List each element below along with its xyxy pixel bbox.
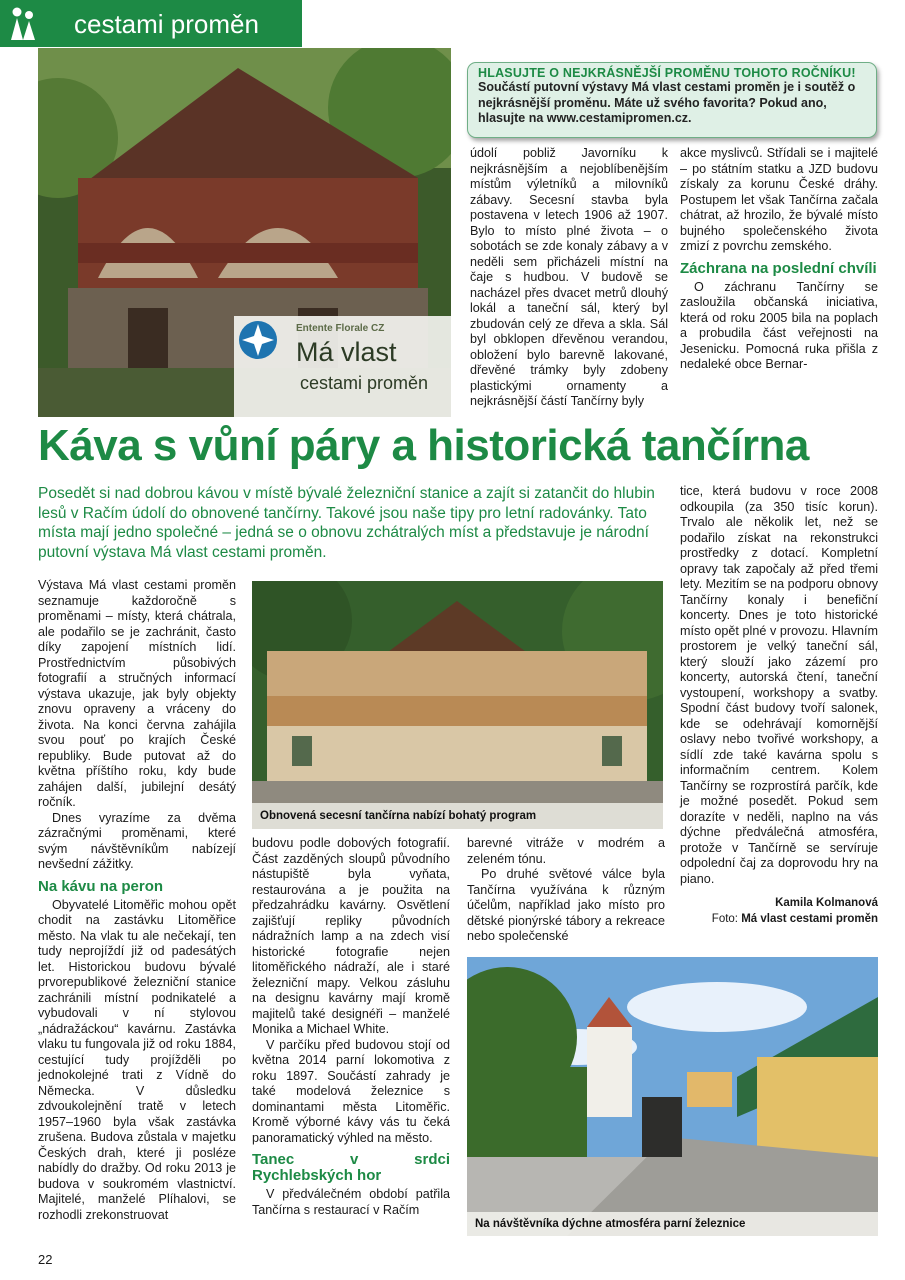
photo-credit-label: Foto: — [711, 913, 739, 925]
paragraph: budovu podle dobových fotografií. Část zazděných sloupů původního nástupiště byla vyňata, restaurována a je použita na předzahrádku kavárny. Osvětlení zajišťují repliky původních nádražních lamp a na zdech visí historické fotografie nejen litoměřického nádraží, ale i staré železniční mapy. Velkou zásluhu na designu kavárny mají kromě majitelů také designéři – manželé Monika a Michael White. — [252, 836, 450, 1036]
middle-column-2 — [467, 836, 665, 945]
paragraph: tice, která budovu v roce 2008 odkoupila (za 350 tisíc korun). Trvalo ale několik let, než se podařilo získat na rekonstrukci prostředky z dotací. Kompletní opravy tak započaly až před třemi lety. Mezitím se na podporu obnovy Tančírny konaly i benefiční koncerty. Dnes je toto historické místo opět plné v provozu. Hlavním prostorem je velký taneční sál, který slouží jako zázemí pro koncerty, autorská čtení, taneční vystoupení, workshopy a svatby. Spodní část budovy tvoří salonek, kde se odehrávají komornější oslavy nebo tvořivé workshopy, a sídlí zde také kavárna spolu s informačním centrem. Kolem Tančírny se rozprostírá parčík, kde je možné posedět. Pokud sem dorazíte v neděli, naplno na vás dýchne předválečná atmosféra, protože v Tančírně se servíruje odpolední čaj za doprovodu hry na piano. — [680, 484, 878, 886]
photo-caption: Na návštěvníka dýchne atmosféra parní železnice — [475, 1218, 746, 1230]
right-column — [680, 484, 878, 927]
paragraph: Obyvatelé Litoměřic mohou opět chodit na zastávku Litoměřice město. Na vlak tu ale nečekají, ten tudy neprojíždí již od padesátých let. Historickou budovu bývalé prvorepublikové železniční stanice zachránili místní podnikatelé a vybudovali v ní stylovou „nádražáckou“ kavárnu. Zastávka vlaku tu fungovala již od roku 1884, cestující tudy projížděli po jednokolejné trati z Vídně do Německa. V důsledku zdvoukolejnění tratě v letech 1957–1960 byla však zastávka zrušena. Budova zůstala v majetku Českých drah, které ji posléze nabídly do dražby. Od roku 2013 je budova v soukromém vlastnictví. Majitelé, manželé Plíhalovi, se rozhodli zrekonstruovat — [38, 897, 236, 1222]
vote-body: Součástí putovní výstavy Má vlast cestami proměn je i soutěž o nejkrásnější proměnu. Máte už svého favorita? Pokud ano, hlasujte na www.cestamipromen.cz. — [478, 80, 856, 125]
photo-credit-value: Má vlast cestami proměn — [741, 913, 878, 925]
photo-old-dance-hall — [38, 48, 451, 417]
top-column-2 — [680, 146, 878, 373]
paragraph: akce myslivců. Střídali se i majitelé – po státním statku a JZD budovu získaly za korunu České dráhy. Postupem let však Tančírna začala chátrat, až hrozilo, že bývalé místo bujného společenského života zmizí z povrchu zemského. — [680, 146, 878, 253]
paragraph: barevné vitráže v modrém a zeleném tónu. — [467, 836, 665, 866]
renovated-dance-hall-image — [252, 581, 663, 829]
section-title: cestami proměn — [74, 9, 259, 39]
article-title: Káva s vůní páry a historická tančírna — [38, 421, 809, 470]
paragraph: údolí pobliž Javorníku k nejkrásnějším a nejoblíbenějším místům výletníků a milovníků zábavy. Secesní stavba byla postavena v letech 1906 až 1907. Bylo to místo plné života – o sobotách se zde konaly zábavy a v neděli sem přicházeli místní na čaje s hudbou. V budově se nacházel přes dvacet metrů dlouhý lokál a taneční sál, který byl zbudován celý ze dřeva a skla. Sál byl obklopen dřevěnou verandou, obložení bylo barevně lakované, dřevěné trámky byly zdobeny plastickými ornamenty a nejkrásnější částí Tančírny byly — [470, 146, 668, 408]
paragraph: Dnes vyrazíme za dvěma zázračnými proměnami, které svým návštěvníkům nabízejí nevšední zážitky. — [38, 810, 236, 871]
badge-line2: Má vlast — [296, 337, 397, 367]
paragraph: V předválečném období patřila Tančírna s restaurací v Račím — [252, 1187, 450, 1217]
paragraph: Po druhé světové válce byla Tančírna využívána k různým účelům, například jako místo pro dětské pionýrské tábory a rekreace nebo společenské — [467, 867, 665, 943]
photo-caption: Obnovená secesní tančírna nabízí bohatý program — [260, 810, 537, 822]
paragraph: V parčíku před budovou stojí od května 2014 parní lokomotiva z roku 1897. Součástí zahrady je také modelová železnice s dominantami města Litoměřic. Kromě výborné kávy vás tu čeká panoramatický výhled na město. — [252, 1037, 450, 1145]
page-number: 22 — [38, 1252, 53, 1267]
station-image — [467, 957, 878, 1236]
left-column — [38, 578, 236, 1223]
vote-heading: HLASUJTE O NEJKRÁSNĚJŠÍ PROMĚNU TOHOTO ROČNÍKU! — [478, 66, 856, 80]
photo-renovated-dance-hall — [252, 581, 663, 829]
top-column-1 — [470, 146, 668, 410]
paragraph: O záchranu Tančírny se zasloužila občanská iniciativa, která od roku 2005 bila na poplach a probudila část veřejnosti na Jesenicku. Pomocná ruka přišla z nedaleké obce Bernar- — [680, 279, 878, 371]
article-lead: Posedět si nad dobrou kávou v místě bývalé železniční stanice a zajít si zatančit do hlubin lesů v Račím údolí do obnovené tančírny. Takové jsou naše tipy pro letní radovánky. Tato místa mají jedno společné – jedná se o obnovu zchátralých míst a představuje je národní putovní výstava Má vlast cestami proměn. — [38, 485, 655, 561]
middle-column — [252, 836, 450, 1218]
paragraph: Výstava Má vlast cestami proměn seznamuje každoročně s proměnami – místy, která chátrala, ale podařilo se je zachránit, často díky zapojení místních lidí. Prostřednictvím působivých fotografií a stručných informací výstava ukazuje, jak byly objekty znovu opraveny a vráceny do života. Na konci června zahájila svou pouť po krajích České republiky. Bude putovat až do května příštího roku, kdy bude zahájen další, jubilejní desátý ročník. — [38, 578, 236, 809]
section-header — [0, 0, 302, 47]
author-name: Kamila Kolmanová — [775, 897, 878, 909]
badge-line1: Entente Florale CZ — [296, 323, 385, 334]
subheading-zachrana: Záchrana na poslední chvíli — [680, 259, 877, 277]
badge-line3: cestami proměn — [300, 373, 429, 393]
two-figures-icon — [8, 6, 38, 42]
vote-callout-box — [467, 62, 877, 138]
subheading-tanec: Tanec v srdci Rychlebských hor — [252, 1151, 450, 1184]
photo-credit — [680, 911, 878, 927]
subheading-na-kavu: Na kávu na peron — [38, 877, 164, 895]
photo-station — [467, 957, 878, 1236]
